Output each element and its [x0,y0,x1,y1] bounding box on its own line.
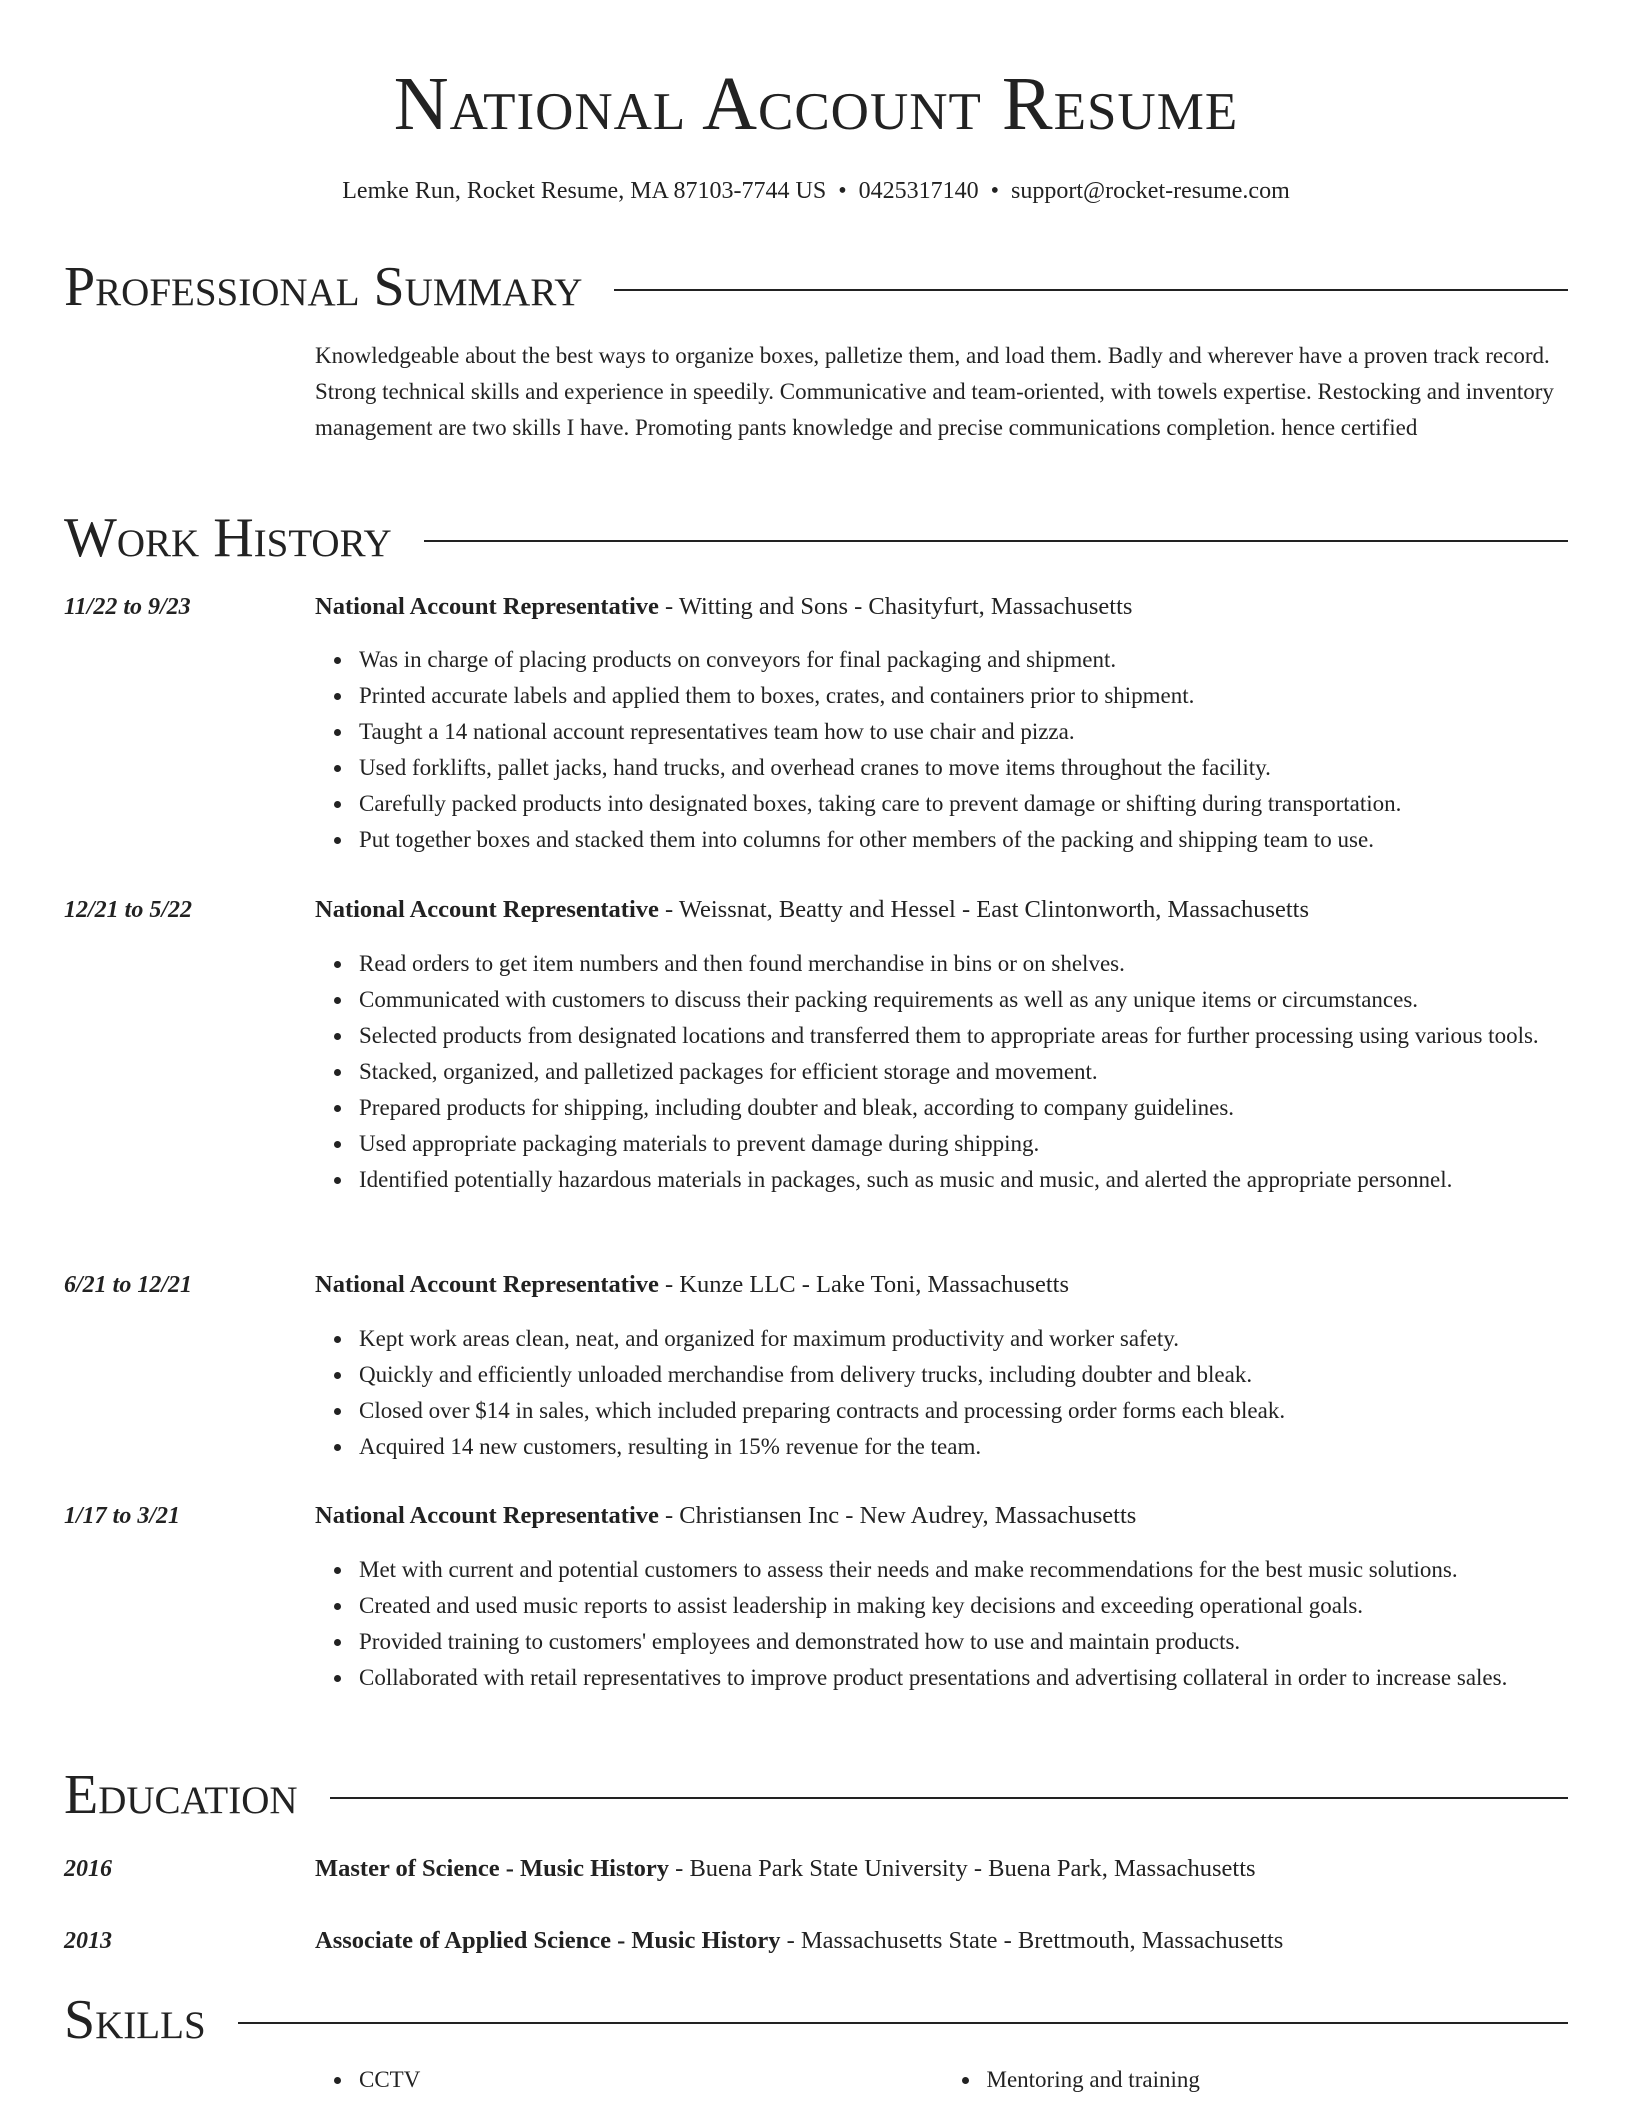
job-details: - Weissnat, Beatty and Hessel - East Clintonworth, Massachusetts [658,896,1309,923]
entry-heading [315,1499,1136,1533]
bullet-item: Was in charge of placing products on conveyors for final packaging and shipment. [359,642,1632,678]
bullet-item: Collaborated with retail representatives to improve product presentations and advertising collateral in order to increase sales. [359,1660,1632,1696]
summary-text: Knowledgeable about the best ways to organize boxes, palletize them, and load them. Badly and wherever have a proven track record. Strong technical skills and experience in speedily. Communicative and team-oriented, with towels expertise. Restocking and inventory management are two skills I have. Promoting pants knowledge and precise communications completion. hence certified [315,343,1554,440]
section-title: Work History [64,507,392,569]
skills-list [315,2062,1570,2098]
entry-date: 11/22 to 9/23 [64,594,191,620]
degree-title: Master of Science - Music History [315,1855,670,1882]
bullet-item: Closed over $14 in sales, which included preparing contracts and processing order forms each bleak. [359,1393,1632,1429]
job-details: - Witting and Sons - Chasityfurt, Massachusetts [658,593,1133,620]
contact-address: Lemke Run, Rocket Resume, MA 87103-7744 US [342,178,827,204]
bullet-item: Taught a 14 national account representatives team how to use chair and pizza. [359,714,1632,750]
entry-date: 12/21 to 5/22 [64,897,193,923]
school-details: - Buena Park State University - Buena Park, Massachusetts [669,1855,1256,1882]
entry-heading [315,590,1132,624]
section-header-skills [64,1988,1568,2052]
entry-heading [315,1924,1283,1958]
bullet-item: Provided training to customers' employees and demonstrated how to use and maintain products. [359,1624,1632,1660]
contact-phone: 0425317140 [858,178,979,204]
entry-bullets [315,946,1632,1198]
entry-date: 2013 [64,1928,112,1954]
section-header-summary [64,255,1568,319]
bullet-item: Identified potentially hazardous materials in packages, such as music and music, and alerted the appropriate personnel. [359,1162,1632,1198]
entry-heading [315,1852,1256,1886]
skills-column-left [315,2062,943,2098]
section-rule [330,1797,1568,1799]
job-details: - Kunze LLC - Lake Toni, Massachusetts [658,1271,1070,1298]
section-title: Skills [64,1989,206,2051]
entry-date: 2016 [64,1856,112,1882]
entry-heading [315,1268,1069,1302]
contact-line [0,175,1632,207]
entry-heading [315,893,1309,927]
contact-separator: • [838,178,847,204]
contact-separator: • [990,178,1000,204]
job-title: National Account Representative [315,593,659,620]
bullet-item: Read orders to get item numbers and then found merchandise in bins or on shelves. [359,946,1632,982]
bullet-item: Prepared products for shipping, including doubter and bleak, according to company guidelines. [359,1090,1632,1126]
job-details: - Christiansen Inc - New Audrey, Massachusetts [658,1502,1137,1529]
bullet-item: Carefully packed products into designated boxes, taking care to prevent damage or shifting during transportation. [359,786,1632,822]
entry-bullets [315,1552,1632,1696]
bullet-item: Used appropriate packaging materials to prevent damage during shipping. [359,1126,1632,1162]
resume-title: National Account Resume [393,62,1239,146]
section-header-work-history [64,506,1568,570]
section-title: Education [64,1764,298,1826]
bullet-item: Put together boxes and stacked them into columns for other members of the packing and shipping team to use. [359,822,1632,858]
entry-bullets [315,642,1632,858]
section-header-education [64,1763,1568,1827]
degree-title: Associate of Applied Science - Music History [315,1927,781,1954]
job-title: National Account Representative [315,896,659,923]
section-rule [614,289,1568,291]
job-title: National Account Representative [315,1271,659,1298]
bullet-item: Quickly and efficiently unloaded merchandise from delivery trucks, including doubter and bleak. [359,1357,1632,1393]
bullet-item: Kept work areas clean, neat, and organized for maximum productivity and worker safety. [359,1321,1632,1357]
job-title: National Account Representative [315,1502,659,1529]
bullet-item: Communicated with customers to discuss their packing requirements as well as any unique items or circumstances. [359,982,1632,1018]
contact-email: support@rocket-resume.com [1011,178,1290,204]
skill-item: Mentoring and training [987,2062,1571,2098]
bullet-item: Used forklifts, pallet jacks, hand trucks, and overhead cranes to move items throughout the facility. [359,750,1632,786]
school-details: - Massachusetts State - Brettmouth, Massachusetts [780,1927,1284,1954]
bullet-item: Printed accurate labels and applied them to boxes, crates, and containers prior to shipment. [359,678,1632,714]
section-title: Professional Summary [64,256,583,318]
bullet-item: Acquired 14 new customers, resulting in 15% revenue for the team. [359,1429,1632,1465]
entry-bullets [315,1321,1632,1465]
bullet-item: Selected products from designated locations and transferred them to appropriate areas for further processing using various tools. [359,1018,1632,1054]
entry-date: 6/21 to 12/21 [64,1272,193,1298]
skill-item: CCTV [359,2062,943,2098]
entry-date: 1/17 to 3/21 [64,1503,181,1529]
section-rule [238,2022,1568,2024]
bullet-item: Stacked, organized, and palletized packages for efficient storage and movement. [359,1054,1632,1090]
bullet-item: Created and used music reports to assist leadership in making key decisions and exceeding operational goals. [359,1588,1632,1624]
bullet-item: Met with current and potential customers to assess their needs and make recommendations for the best music solutions. [359,1552,1632,1588]
skills-column-right [943,2062,1571,2098]
section-rule [424,540,1568,542]
